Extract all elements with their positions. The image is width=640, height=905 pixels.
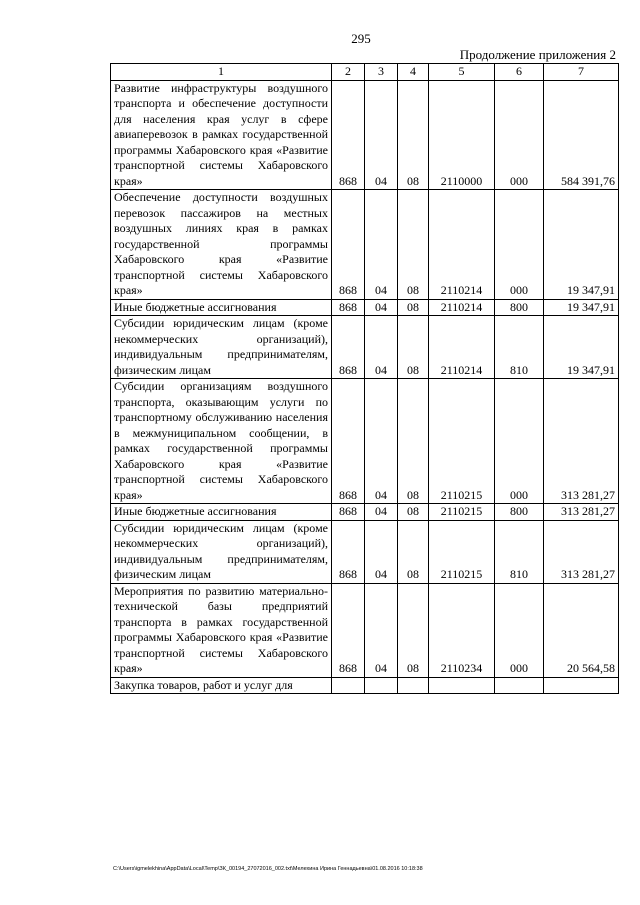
- row-name-cell: Иные бюджетные ассигнования: [111, 504, 332, 521]
- grbs-code-cell: 868: [332, 504, 365, 521]
- subsection-code-cell: 08: [398, 190, 429, 300]
- section-code-cell: 04: [365, 80, 398, 190]
- expense-type-cell: 810: [495, 520, 544, 583]
- amount-cell: 19 347,91: [544, 299, 619, 316]
- target-article-cell: 2110000: [429, 80, 495, 190]
- target-article-cell: 2110214: [429, 299, 495, 316]
- amount-cell: [544, 677, 619, 694]
- table-row: [111, 316, 619, 379]
- target-article-cell: 2110215: [429, 504, 495, 521]
- subsection-code-cell: 08: [398, 299, 429, 316]
- grbs-code-cell: 868: [332, 316, 365, 379]
- subsection-code-cell: 08: [398, 379, 429, 504]
- table-row: [111, 520, 619, 583]
- table-row: [111, 299, 619, 316]
- grbs-code-cell: 868: [332, 299, 365, 316]
- target-article-cell: 2110214: [429, 190, 495, 300]
- target-article-cell: 2110214: [429, 316, 495, 379]
- row-name-cell: Мероприятия по развитию материально-технической базы предприятий транспорта в рамках государственной программы Хабаровского края «Развитие транспортной системы Хабаровского края»: [111, 583, 332, 677]
- table-row: [111, 379, 619, 504]
- section-code-cell: 04: [365, 299, 398, 316]
- grbs-code-cell: 868: [332, 80, 365, 190]
- section-code-cell: 04: [365, 316, 398, 379]
- amount-cell: 584 391,76: [544, 80, 619, 190]
- expense-type-cell: 810: [495, 316, 544, 379]
- file-path-footer: C:\Users\igmelekhina\AppData\Local\Temp\ЗК_00194_27072016_002.txt\Мелехина Ирина Геннадьевна\01.08.2016 10:18:38: [113, 866, 423, 872]
- section-code-cell: 04: [365, 379, 398, 504]
- table-row: [111, 583, 619, 677]
- subsection-code-cell: [398, 677, 429, 694]
- target-article-cell: [429, 677, 495, 694]
- target-article-cell: 2110234: [429, 583, 495, 677]
- section-code-cell: [365, 677, 398, 694]
- amount-cell: 313 281,27: [544, 520, 619, 583]
- row-name-cell: Субсидии юридическим лицам (кроме некоммерческих организаций), индивидуальным предпринимателям, физическим лицам: [111, 520, 332, 583]
- target-article-cell: 2110215: [429, 379, 495, 504]
- expense-type-cell: 000: [495, 80, 544, 190]
- section-code-cell: 04: [365, 520, 398, 583]
- continuation-label: Продолжение приложения 2: [459, 47, 616, 62]
- row-name-cell: Закупка товаров, работ и услуг для: [111, 677, 332, 694]
- section-code-cell: 04: [365, 583, 398, 677]
- grbs-code-cell: [332, 677, 365, 694]
- amount-cell: 313 281,27: [544, 379, 619, 504]
- subsection-code-cell: 08: [398, 583, 429, 677]
- amount-cell: 20 564,58: [544, 583, 619, 677]
- expense-type-cell: [495, 677, 544, 694]
- header-row: [111, 64, 619, 81]
- table-row: [111, 190, 619, 300]
- subsection-code-cell: 08: [398, 520, 429, 583]
- row-name-cell: Развитие инфраструктуры воздушного транспорта и обеспечение доступности для населения края услуг в сфере авиаперевозок в рамках государственной программы Хабаровского края «Развитие транспортной системы Хабаровского края»: [111, 80, 332, 190]
- column-header: 7: [544, 64, 619, 81]
- table-row: [111, 80, 619, 190]
- budget-table: [110, 63, 619, 694]
- amount-cell: 19 347,91: [544, 190, 619, 300]
- subsection-code-cell: 08: [398, 316, 429, 379]
- subsection-code-cell: 08: [398, 504, 429, 521]
- column-header: 2: [332, 64, 365, 81]
- target-article-cell: 2110215: [429, 520, 495, 583]
- subsection-code-cell: 08: [398, 80, 429, 190]
- column-header: 1: [111, 64, 332, 81]
- section-code-cell: 04: [365, 190, 398, 300]
- row-name-cell: Иные бюджетные ассигнования: [111, 299, 332, 316]
- grbs-code-cell: 868: [332, 520, 365, 583]
- row-name-cell: Субсидии юридическим лицам (кроме некоммерческих организаций), индивидуальным предпринимателям, физическим лицам: [111, 316, 332, 379]
- column-header: 6: [495, 64, 544, 81]
- amount-cell: 19 347,91: [544, 316, 619, 379]
- table-row: [111, 677, 619, 694]
- expense-type-cell: 000: [495, 190, 544, 300]
- table-row: [111, 504, 619, 521]
- grbs-code-cell: 868: [332, 190, 365, 300]
- column-header: 3: [365, 64, 398, 81]
- expense-type-cell: 800: [495, 504, 544, 521]
- section-code-cell: 04: [365, 504, 398, 521]
- grbs-code-cell: 868: [332, 583, 365, 677]
- expense-type-cell: 000: [495, 379, 544, 504]
- expense-type-cell: 000: [495, 583, 544, 677]
- expense-type-cell: 800: [495, 299, 544, 316]
- amount-cell: 313 281,27: [544, 504, 619, 521]
- page-number: 295: [351, 31, 371, 46]
- grbs-code-cell: 868: [332, 379, 365, 504]
- column-header: 4: [398, 64, 429, 81]
- row-name-cell: Субсидии организациям воздушного транспорта, оказывающим услуги по транспортному обслуживанию населения в межмуниципальном сообщении, в рамках государственной программы Хабаровского края «Развитие транспортной системы Хабаровского края»: [111, 379, 332, 504]
- column-header: 5: [429, 64, 495, 81]
- row-name-cell: Обеспечение доступности воздушных перевозок пассажиров на местных воздушных линиях края в рамках государственной программы Хабаровского края «Развитие транспортной системы Хабаровского края»: [111, 190, 332, 300]
